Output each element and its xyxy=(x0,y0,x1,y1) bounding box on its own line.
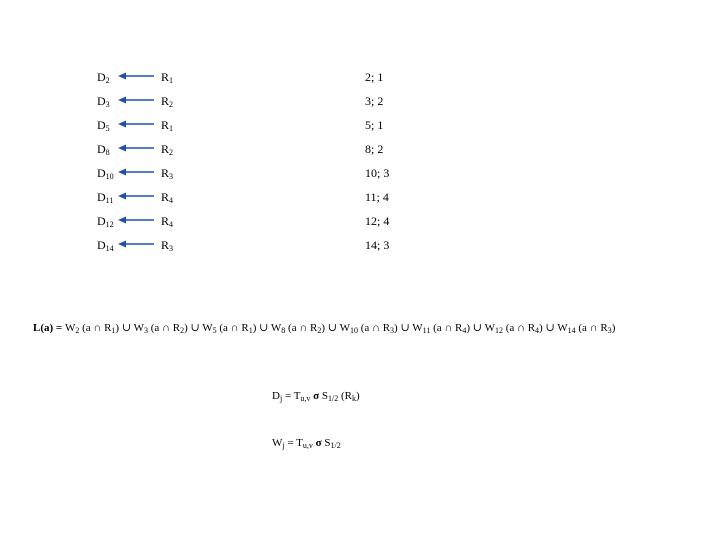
r-label: $R_3$ xyxy=(161,166,174,181)
formula-term: $W_8$ (a ∩ $R_2$) ∪ xyxy=(270,322,340,335)
index-pair: 12; 4 xyxy=(365,214,390,228)
mapping-row xyxy=(0,142,720,162)
mapping-row xyxy=(0,166,720,186)
formula-lhs: L(a) = xyxy=(33,322,65,334)
t-subscript: u,v xyxy=(302,441,313,450)
formula-term: $W_2$ (a ∩ $R_1$) ∪ xyxy=(64,322,134,335)
formula-term: $W_3$ (a ∩ $R_2$) ∪ xyxy=(133,322,203,335)
composition-operator: σ xyxy=(312,437,325,449)
r-label: $R_4$ xyxy=(161,190,174,205)
d-subscript: j xyxy=(279,394,283,403)
formula-term: $W_5$ (a ∩ $R_1$) ∪ xyxy=(202,322,271,335)
formula-term: $W_{14}$ (a ∩ $R_3$) xyxy=(557,322,616,335)
w-definition-formula xyxy=(272,437,341,449)
r-label: $R_4$ xyxy=(161,214,174,229)
t-subscript: u,v xyxy=(300,394,311,403)
d-label: $D_5$ xyxy=(97,118,110,133)
equals-t: = T xyxy=(282,390,301,402)
equals-t: = T xyxy=(284,437,303,449)
formula-term: $W_{10}$ (a ∩ $R_3$) ∪ xyxy=(339,322,413,335)
formula-term: $W_{12}$ (a ∩ $R_4$) ∪ xyxy=(484,322,558,335)
w-subscript: j xyxy=(282,441,285,450)
argument-open: (R xyxy=(338,390,353,402)
d-label: $D_{12}$ xyxy=(97,214,114,229)
left-arrow-icon xyxy=(118,215,154,225)
d-label: $D_{11}$ xyxy=(97,190,114,205)
r-label: $R_2$ xyxy=(161,142,174,157)
mapping-row xyxy=(0,214,720,234)
index-pair: 3; 2 xyxy=(365,94,384,108)
argument-subscript: k xyxy=(352,394,357,403)
w-symbol: W xyxy=(272,437,283,449)
r-label: $R_1$ xyxy=(161,70,174,85)
d-label: $D_2$ xyxy=(97,70,110,85)
left-arrow-icon xyxy=(118,167,154,177)
s-subscript: 1/2 xyxy=(330,441,341,450)
s-symbol: S xyxy=(324,437,331,449)
r-label: $R_1$ xyxy=(161,118,174,133)
index-pair: 11; 4 xyxy=(365,190,389,204)
index-pair: 2; 1 xyxy=(365,70,384,84)
formula-term: $W_{11}$ (a ∩ $R_4$) ∪ xyxy=(412,322,485,335)
left-arrow-icon xyxy=(118,191,154,201)
mapping-row xyxy=(0,238,720,258)
language-formula xyxy=(33,321,615,334)
d-label: $D_3$ xyxy=(97,94,110,109)
d-label: $D_{14}$ xyxy=(97,238,114,253)
d-definition-formula xyxy=(272,390,360,402)
index-pair: 5; 1 xyxy=(365,118,384,132)
composition-operator: σ xyxy=(310,390,322,402)
mapping-row xyxy=(0,190,720,210)
mapping-row xyxy=(0,70,720,90)
left-arrow-icon xyxy=(118,71,154,81)
left-arrow-icon xyxy=(118,119,154,129)
formula-terms xyxy=(65,322,615,334)
argument-close: ) xyxy=(356,390,360,402)
mapping-row xyxy=(0,94,720,114)
left-arrow-icon xyxy=(118,143,154,153)
r-label: $R_2$ xyxy=(161,94,174,109)
r-label: $R_3$ xyxy=(161,238,174,253)
d-symbol: D xyxy=(272,390,280,402)
left-arrow-icon xyxy=(118,239,154,249)
d-label: $D_{10}$ xyxy=(97,166,114,181)
d-label: $D_8$ xyxy=(97,142,110,157)
index-pair: 14; 3 xyxy=(365,238,390,252)
index-pair: 8; 2 xyxy=(365,142,384,156)
s-symbol: S xyxy=(321,390,329,402)
s-subscript: 1/2 xyxy=(328,394,339,403)
index-pair: 10; 3 xyxy=(365,166,390,180)
mapping-row xyxy=(0,118,720,138)
left-arrow-icon xyxy=(118,95,154,105)
